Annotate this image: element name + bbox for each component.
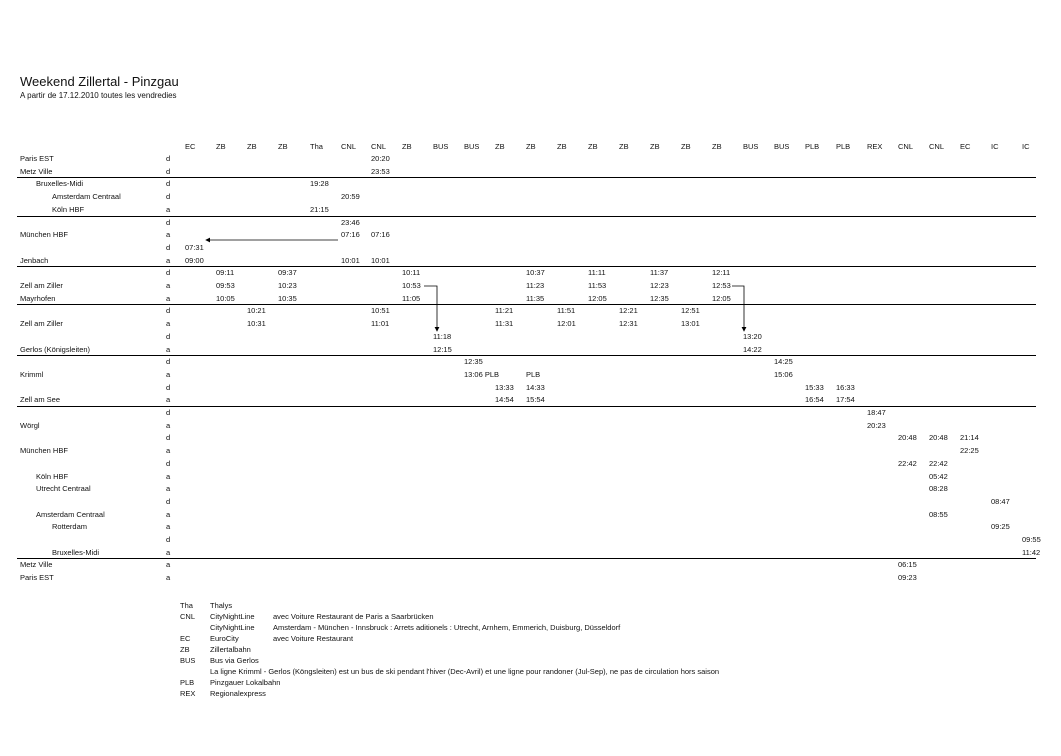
station-name: Köln HBF [36, 471, 69, 481]
time-cell: 15:54 [526, 395, 545, 405]
time-cell: 08:55 [929, 509, 948, 519]
arrival-departure-flag: a [166, 509, 171, 519]
station-name: Gerlos (Königsleiten) [20, 344, 91, 354]
legend-name: Zillertalbahn [210, 645, 251, 654]
arrival-departure-flag: d [166, 382, 171, 392]
column-header: ZB [681, 142, 691, 151]
arrival-departure-flag: d [166, 306, 171, 316]
station-name: Zell am Ziller [20, 281, 63, 290]
time-cell: 13:06 PLB [464, 369, 500, 379]
time-cell: 21:15 [310, 204, 329, 214]
time-cell: 09:55 [1022, 535, 1041, 544]
column-header: Tha [310, 142, 323, 151]
time-cell: 05:42 [929, 471, 948, 481]
time-cell: 16:54 [805, 395, 824, 405]
time-cell: 12:53 [712, 281, 731, 290]
time-cell: 20:23 [867, 420, 886, 430]
time-cell: 23:46 [341, 217, 360, 227]
time-cell: 12:51 [681, 306, 700, 316]
legend-name: La ligne Krimml - Gerlos (Köngsleiten) est un bus de ski pendant l'hiver (Dec-Avril) et une ligne pour randoner (Jul-Sep), ne pas de circulation hors saison [210, 667, 720, 676]
station-name: Metz Ville [20, 560, 53, 570]
legend-name: Bus via Gerlos [210, 656, 259, 665]
column-header: BUS [433, 142, 449, 151]
arrival-departure-flag: a [166, 369, 171, 379]
arrival-departure-flag: d [166, 496, 171, 506]
arrival-departure-flag: a [166, 319, 171, 329]
time-cell: 12:11 [712, 268, 731, 278]
station-name: Krimml [20, 369, 44, 379]
station-name: Amsterdam Centraal [36, 509, 105, 519]
arrival-departure-flag: d [166, 268, 171, 278]
time-cell: 21:14 [960, 433, 979, 443]
arrival-departure-flag: a [166, 255, 171, 265]
arrival-departure-flag: a [166, 281, 171, 290]
column-header: ZB [216, 142, 226, 151]
time-cell: 11:11 [588, 268, 606, 278]
legend-name: Pinzgauer Lokalbahn [210, 678, 281, 687]
column-header: ZB [495, 142, 505, 151]
time-cell: 12:31 [619, 319, 638, 329]
time-cell: 09:37 [278, 268, 297, 278]
time-cell: 14:22 [743, 344, 762, 354]
station-name: Jenbach [20, 255, 49, 265]
time-cell: 12:21 [619, 306, 638, 316]
time-cell: 09:11 [216, 268, 235, 278]
arrival-departure-flag: d [166, 535, 171, 544]
time-cell: 19:28 [310, 179, 329, 189]
station-name: Utrecht Centraal [36, 484, 91, 494]
time-cell: 11:31 [495, 319, 514, 329]
transfer-arrow-bus-1 [424, 286, 437, 331]
transfer-arrow-bus-2 [732, 286, 744, 331]
column-header: CNL [341, 142, 357, 151]
column-header: ZB [650, 142, 660, 151]
time-cell: 09:23 [898, 573, 917, 583]
arrival-departure-flag: d [166, 458, 171, 468]
column-header: CNL [898, 142, 914, 151]
time-cell: 22:42 [898, 458, 917, 468]
column-header: ZB [712, 142, 722, 151]
time-cell: 07:31 [185, 242, 204, 252]
time-cell: 20:59 [341, 192, 360, 202]
time-cell: 13:33 [495, 382, 514, 392]
time-cell: 12:23 [650, 281, 669, 290]
page-title: Weekend Zillertal - Pinzgau [20, 74, 179, 89]
time-cell: 11:05 [402, 293, 421, 303]
time-cell: 12:05 [712, 293, 731, 303]
legend-note: avec Voiture Restaurant de Paris a Saarbrücken [273, 612, 434, 621]
station-name: Bruxelles-Midi [52, 547, 100, 557]
station-name: Bruxelles-Midi [36, 179, 84, 189]
column-header: IC [1022, 142, 1030, 151]
time-cell: 13:01 [681, 319, 700, 329]
time-cell: 11:51 [557, 306, 576, 316]
time-cell: 17:54 [836, 395, 855, 405]
time-cell: 16:33 [836, 382, 855, 392]
column-header: CNL [371, 142, 387, 151]
time-cell: 12:01 [557, 319, 576, 329]
time-cell: 09:00 [185, 255, 204, 265]
column-header: REX [867, 142, 883, 151]
column-header: EC [185, 142, 196, 151]
time-cell: 11:37 [650, 268, 669, 278]
time-cell: 20:20 [371, 154, 390, 163]
column-header: BUS [743, 142, 759, 151]
time-cell: 23:53 [371, 166, 390, 176]
legend-code: PLB [180, 678, 195, 687]
arrival-departure-flag: d [166, 217, 171, 227]
time-cell: 11:18 [433, 331, 452, 341]
station-name: Zell am Ziller [20, 319, 63, 329]
station-name: Wörgl [20, 420, 40, 430]
arrival-departure-flag: a [166, 484, 171, 494]
legend-note: Amsterdam - München - Innsbruck : Arrets aditionels : Utrecht, Arnhem, Emmerich, Duisburg, Düsseldorf [273, 623, 621, 632]
column-header: BUS [774, 142, 790, 151]
legend-code: Tha [180, 601, 193, 610]
column-header: ZB [402, 142, 412, 151]
column-header: IC [991, 142, 999, 151]
arrival-departure-flag: d [166, 154, 171, 163]
time-cell: 14:33 [526, 382, 545, 392]
time-cell: 10:23 [278, 281, 297, 290]
time-cell: 08:47 [991, 496, 1010, 506]
legend-name: CityNightLine [210, 612, 255, 621]
column-header: BUS [464, 142, 480, 151]
arrival-departure-flag: a [166, 547, 171, 557]
column-header: ZB [619, 142, 629, 151]
time-cell: 10:53 [402, 281, 421, 290]
time-cell: 06:15 [898, 560, 917, 570]
column-header: ZB [557, 142, 567, 151]
time-cell: PLB [526, 369, 541, 379]
arrival-departure-flag: a [166, 471, 171, 481]
arrival-departure-flag: a [166, 560, 171, 570]
arrival-departure-flag: a [166, 446, 171, 456]
time-cell: 18:47 [867, 408, 886, 417]
legend-code: REX [180, 689, 196, 698]
arrival-departure-flag: a [166, 344, 171, 354]
column-header: CNL [929, 142, 945, 151]
time-cell: 10:05 [216, 293, 235, 303]
column-header: EC [960, 142, 971, 151]
time-cell: 08:28 [929, 484, 948, 494]
time-cell: 11:42 [1022, 547, 1041, 557]
time-cell: 11:23 [526, 281, 545, 290]
arrival-departure-flag: a [166, 293, 171, 303]
arrival-departure-flag: a [166, 573, 171, 583]
station-name: Zell am See [20, 395, 61, 405]
time-cell: 12:15 [433, 344, 452, 354]
time-cell: 09:53 [216, 281, 235, 290]
legend-name: EuroCity [210, 634, 239, 643]
time-cell: 15:33 [805, 382, 824, 392]
time-cell: 07:16 [371, 230, 390, 240]
legend-name: CityNightLine [210, 623, 255, 632]
time-cell: 22:25 [960, 446, 979, 456]
column-header: PLB [805, 142, 820, 151]
station-name: Mayrhofen [20, 293, 56, 303]
arrival-departure-flag: d [166, 192, 171, 202]
arrival-departure-flag: a [166, 204, 171, 214]
arrival-departure-flag: d [166, 179, 171, 189]
column-header: ZB [278, 142, 288, 151]
time-cell: 20:48 [929, 433, 948, 443]
arrival-departure-flag: d [166, 166, 171, 176]
legend-name: Thalys [210, 601, 233, 610]
time-cell: 10:37 [526, 268, 545, 278]
arrival-departure-flag: d [166, 433, 171, 443]
station-name: München HBF [20, 230, 68, 240]
time-cell: 12:35 [464, 357, 483, 367]
time-cell: 14:25 [774, 357, 793, 367]
arrival-departure-flag: a [166, 522, 171, 532]
station-name: München HBF [20, 446, 68, 456]
time-cell: 12:05 [588, 293, 607, 303]
station-name: Rotterdam [52, 522, 88, 532]
time-cell: 09:25 [991, 522, 1010, 532]
column-header: ZB [247, 142, 257, 151]
time-cell: 12:35 [650, 293, 669, 303]
time-cell: 10:31 [247, 319, 266, 329]
time-cell: 11:21 [495, 306, 514, 316]
time-cell: 10:11 [402, 268, 421, 278]
time-cell: 07:16 [341, 230, 360, 240]
arrival-departure-flag: d [166, 357, 171, 367]
time-cell: 10:51 [371, 306, 390, 316]
station-name: Paris EST [20, 154, 54, 163]
time-cell: 15:06 [774, 369, 793, 379]
legend-note: avec Voiture Restaurant [273, 634, 354, 643]
station-name: Köln HBF [52, 204, 85, 214]
time-cell: 10:01 [371, 255, 390, 265]
column-header: ZB [588, 142, 598, 151]
arrival-departure-flag: d [166, 408, 171, 417]
station-name: Metz Ville [20, 166, 53, 176]
column-header: PLB [836, 142, 851, 151]
arrival-departure-flag: a [166, 420, 171, 430]
time-cell: 11:35 [526, 293, 545, 303]
legend-name: Regionalexpress [210, 689, 266, 698]
time-cell: 20:48 [898, 433, 917, 443]
time-cell: 13:20 [743, 331, 762, 341]
time-cell: 10:21 [247, 306, 266, 316]
legend-code: BUS [180, 656, 196, 665]
legend-code: EC [180, 634, 191, 643]
page-subtitle: A partir de 17.12.2010 toutes les vendredies [20, 91, 177, 100]
column-header: ZB [526, 142, 536, 151]
station-name: Paris EST [20, 573, 54, 583]
time-cell: 14:54 [495, 395, 514, 405]
arrival-departure-flag: d [166, 331, 171, 341]
legend-code: CNL [180, 612, 196, 621]
time-cell: 10:01 [341, 255, 360, 265]
time-cell: 10:35 [278, 293, 297, 303]
time-cell: 22:42 [929, 458, 948, 468]
legend-code: ZB [180, 645, 190, 654]
arrival-departure-flag: a [166, 230, 171, 240]
time-cell: 11:53 [588, 281, 607, 290]
time-cell: 11:01 [371, 319, 390, 329]
station-name: Amsterdam Centraal [52, 192, 121, 202]
arrival-departure-flag: d [166, 242, 171, 252]
arrival-departure-flag: a [166, 395, 171, 405]
